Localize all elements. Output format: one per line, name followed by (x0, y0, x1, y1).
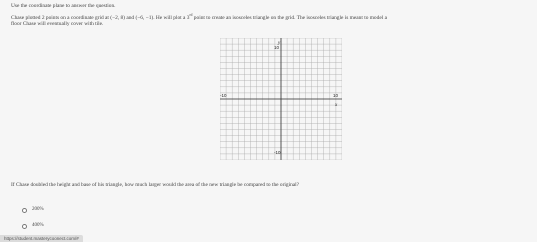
answer-option-200[interactable] (22, 207, 44, 213)
question-text-line2: floor Chase will eventually cover with tile. (11, 21, 104, 27)
radio-button-icon[interactable] (22, 208, 27, 213)
ordinal-superscript: rd (189, 13, 193, 18)
tick-label-x-right: 10 (333, 93, 339, 98)
instructions: Use the coordinate plane to answer the question. (11, 3, 116, 9)
tick-label-x-left: -10 (220, 93, 227, 98)
coordinate-plane (220, 38, 342, 160)
radio-button-icon[interactable] (22, 224, 27, 229)
answer-option-label: 400% (32, 223, 44, 228)
question-text-part2: point to create an isosceles triangle on the grid. The isosceles triangle is meant to model a (192, 15, 387, 21)
answer-option-label: 200% (32, 207, 44, 212)
question-text-part1: Chase plotted 2 points on a coordinate grid at (−2, 8) and (−6, −1). He will plot a 3 (11, 15, 190, 21)
tick-label-y-bottom: -10 (274, 150, 281, 155)
tick-label-y-top: 10 (274, 45, 280, 50)
status-bar-url: https://student.masterycoonect.com/# (0, 235, 83, 242)
question-2-text: If Chase doubled the height and base of his triangle, how much larger would the area of the new triangle be compared to the original? (11, 182, 300, 188)
x-axis-label: x (335, 103, 338, 108)
y-axis-label: y (278, 41, 281, 46)
answer-option-400[interactable] (22, 223, 44, 229)
coordinate-grid (220, 38, 342, 160)
